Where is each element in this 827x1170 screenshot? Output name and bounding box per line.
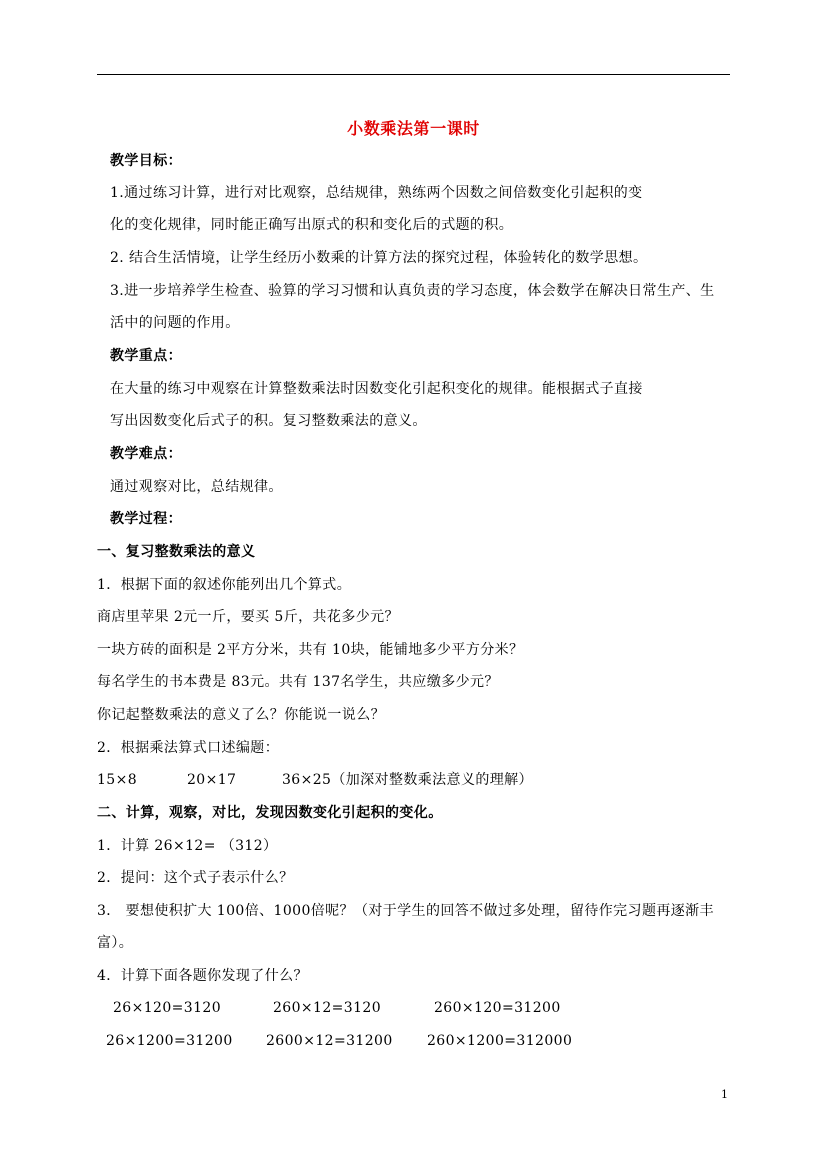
section-2-q3: 3． 要想使积扩大 100倍、1000倍呢？（对于学生的回答不做过多处理，留待作完习题再逐渐丰 [97,903,714,919]
expression-3: 36×25（加深对整数乘法意义的理解） [282,772,533,788]
section-2-q3-cont: 富）。 [97,935,134,951]
process-heading: 教学过程： [110,511,182,527]
objective-1-cont: 化的变化规律，同时能正确写出原式的积和变化后的式题的积。 [110,217,514,233]
calc-row1-col1: 26×120=3120 [113,1000,222,1016]
section-1-q1: 1．根据下面的叙述你能列出几个算式。 [97,577,352,593]
document-title: 小数乘法第一课时 [347,119,480,138]
section-1-recall: 你记起整数乘法的意义了么？你能说一说么？ [97,707,385,723]
section-2-heading: 二、计算，观察，对比，发现因数变化引起积的变化。 [97,805,443,821]
calc-row2-col1: 26×1200=31200 [106,1033,233,1049]
section-2-q4: 4．计算下面各题你发现了什么？ [97,968,308,984]
section-1-heading: 一、复习整数乘法的意义 [97,544,256,560]
difficulties-heading: 教学难点： [110,446,182,462]
calc-row2-col2: 2600×12=31200 [266,1033,393,1049]
scenario-books: 每名学生的书本费是 83元。共有 137名学生，共应缴多少元？ [97,674,499,690]
difficulty-1: 通过观察对比，总结规律。 [110,479,283,495]
page-number: 1 [721,1088,728,1101]
calc-row1-col2: 260×12=3120 [273,1000,382,1016]
objective-3-cont: 活中的问题的作用。 [110,315,240,331]
section-1-q2: 2．根据乘法算式口述编题： [97,740,280,756]
scenario-tiles: 一块方砖的面积是 2平方分米，共有 10块，能铺地多少平方分米？ [97,642,524,658]
section-2-q2: 2．提问：这个式子表示什么？ [97,870,294,886]
section-2-q1: 1．计算 26×12= （312） [97,838,278,854]
expression-1: 15×8 [97,772,138,788]
objective-2: 2. 结合生活情境，让学生经历小数乘的计算方法的探究过程，体验转化的数学思想。 [110,250,648,266]
objective-1: 1.通过练习计算，进行对比观察，总结规律，熟练两个因数之间倍数变化引起积的变 [110,185,643,201]
header-rule [97,74,730,75]
calc-row1-col3: 260×120=31200 [434,1000,561,1016]
key-point-1: 在大量的练习中观察在计算整数乘法时因数变化引起积变化的规律。能根据式子直接 [110,381,643,397]
objective-3: 3.进一步培养学生检查、验算的学习习惯和认真负责的学习态度，体会数学在解决日常生产、生 [110,283,715,299]
calc-row2-col3: 260×1200=312000 [427,1033,573,1049]
key-point-2: 写出因数变化后式子的积。复习整数乘法的意义。 [110,413,427,429]
key-points-heading: 教学重点： [110,348,182,364]
objectives-heading: 教学目标： [110,153,182,169]
expression-2: 20×17 [187,772,237,788]
scenario-apples: 商店里苹果 2元一斤，要买 5斤，共花多少元？ [97,609,399,625]
